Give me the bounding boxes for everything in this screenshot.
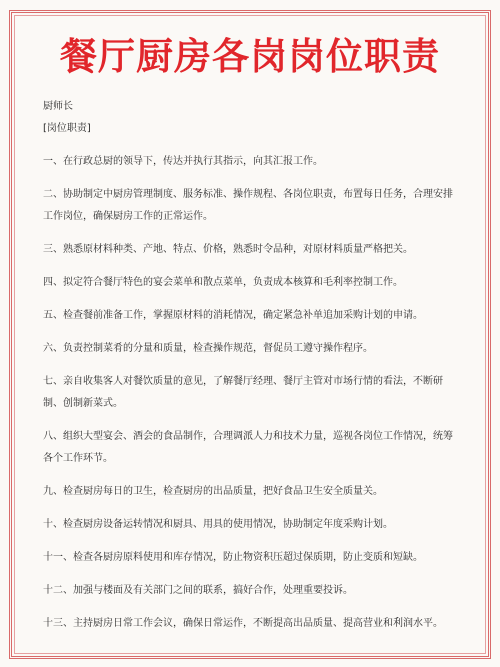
list-spacer (43, 173, 460, 184)
duty-item: 四、拟定符合餐厅特色的宴会菜单和散点菜单，负责成本核算和毛利率控制工作。 (43, 277, 403, 288)
list-spacer (43, 261, 460, 272)
duty-item: 三、熟悉原材料种类、产地、特点、价格，熟悉时令品种，对原材料质量严格把关。 (43, 244, 413, 255)
duty-item: 二、协助制定中厨房管理制度、服务标准、操作规程、各岗位职责，布置每日任务，合理安排工作岗位，确保厨房工作的正常运作。 (43, 189, 453, 222)
list-spacer (43, 360, 460, 371)
duty-item: 七、亲自收集客人对餐饮质量的意见，了解餐厅经理、餐厅主管对市场行情的看法，不断研制、创制新菜式。 (43, 376, 443, 409)
list-spacer (43, 228, 460, 239)
duty-item: 十二、加强与楼面及有关部门之间的联系，搞好合作，处理重要投诉。 (43, 585, 353, 596)
duty-item: 十、检查厨房设备运转情况和厨具、用具的使用情况，协助制定年度采购计划。 (43, 519, 393, 530)
list-spacer (43, 140, 460, 151)
duty-item: 五、检查餐前准备工作，掌握原材料的消耗情况，确定紧急补单追加采购计划的申请。 (43, 310, 423, 321)
document-title: 餐厅厨房各岗岗位职责 (60, 35, 440, 78)
list-spacer (43, 327, 460, 338)
document-body (43, 96, 460, 635)
list-spacer (43, 536, 460, 547)
duty-item: 十三、主持厨房日常工作会议，确保日常运作，不断提高出品质量、提高营业和利润水平。 (43, 618, 443, 629)
duty-item: 八、组织大型宴会、酒会的食品制作，合理调派人力和技术力量，巡视各岗位工作情况，统筹各个工作环节。 (43, 431, 453, 464)
list-spacer (43, 470, 460, 481)
list-spacer (43, 503, 460, 514)
duty-list (43, 140, 460, 635)
list-spacer (43, 415, 460, 426)
list-spacer (43, 602, 460, 613)
duty-item: 九、检查厨房每日的卫生，检查厨房的出品质量，把好食品卫生安全质量关。 (43, 486, 383, 497)
role-heading: 厨师长 (43, 101, 73, 112)
duty-item: 六、负责控制菜肴的分量和质量，检查操作规范，督促员工遵守操作程序。 (43, 343, 373, 354)
section-label: [岗位职责] (43, 123, 91, 134)
duty-item: 十一、检查各厨房原料使用和库存情况，防止物资积压超过保质期，防止变质和短缺。 (43, 552, 423, 563)
list-spacer (43, 569, 460, 580)
duty-item: 一、在行政总厨的领导下，传达并执行其指示，向其汇报工作。 (43, 156, 323, 167)
list-spacer (43, 294, 460, 305)
